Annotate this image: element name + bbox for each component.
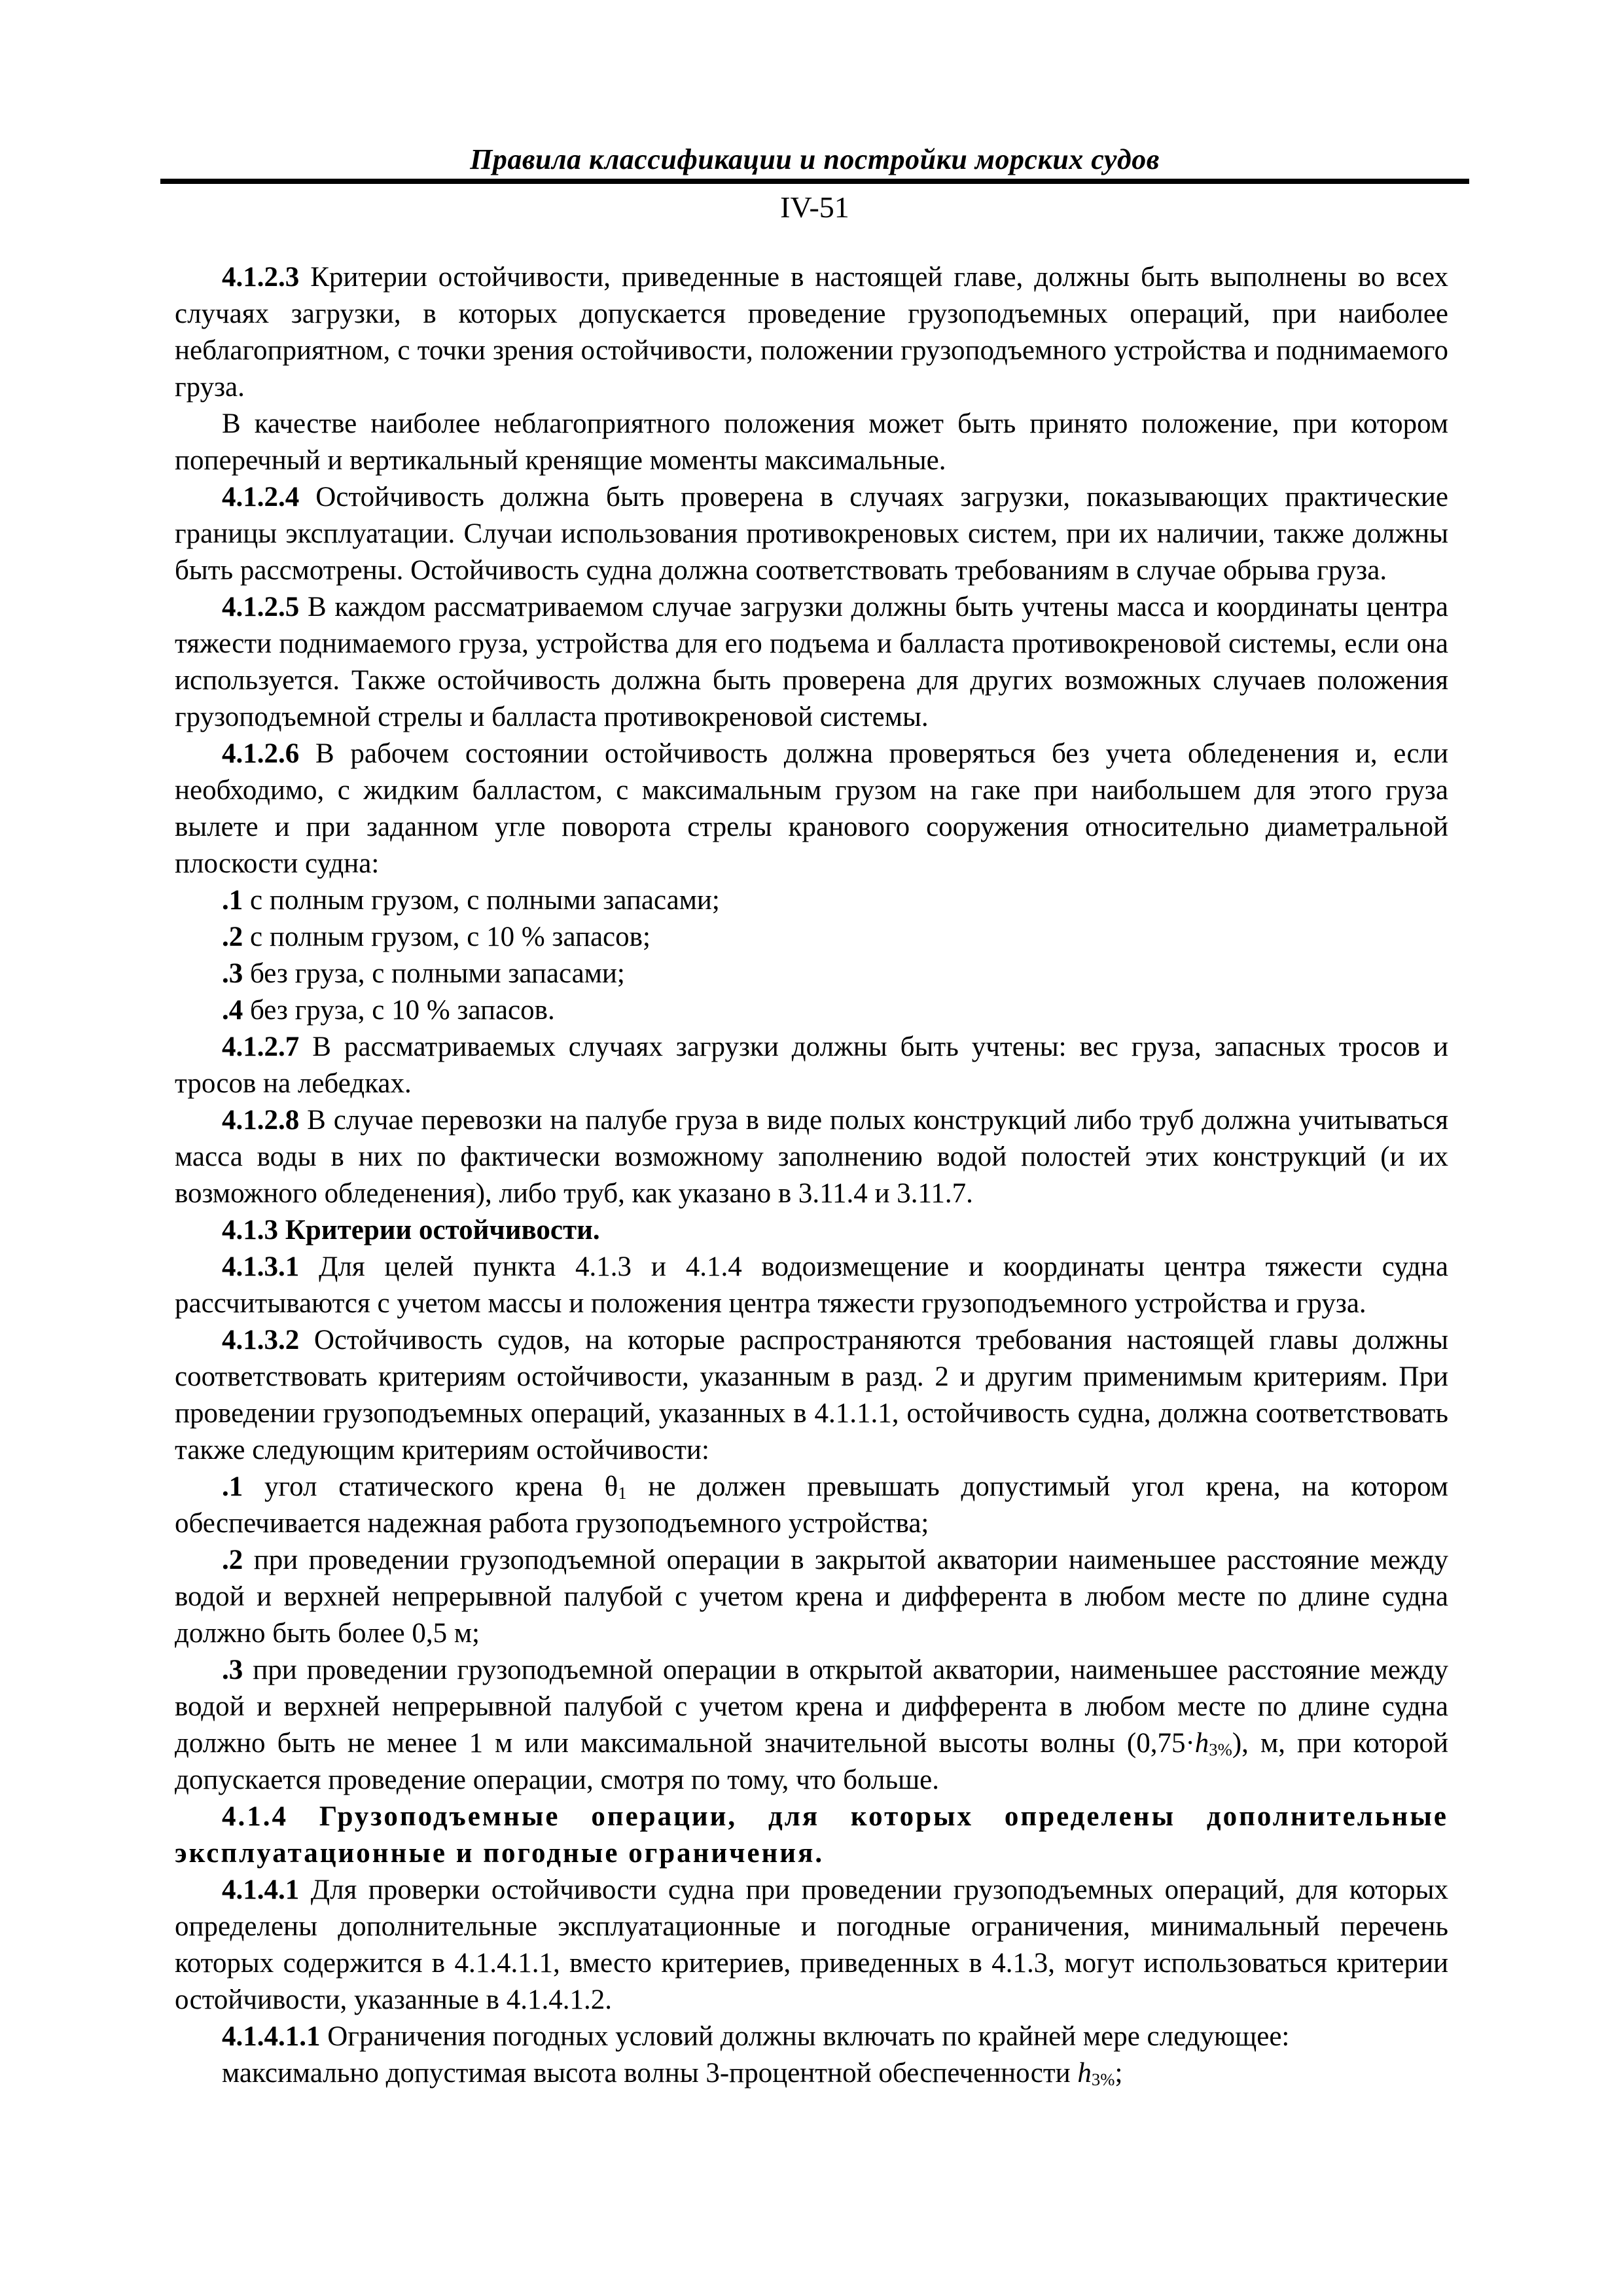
text-segment: 4.1.2.6 bbox=[222, 738, 315, 769]
page-header bbox=[160, 143, 1469, 224]
text-segment: 4.1.3 Критерии остойчивости. bbox=[222, 1215, 600, 1246]
text-segment: В рассматриваемых случаях загрузки должны быть учтены: вес груза, запасных тросов и тросов на лебедках. bbox=[175, 1031, 1448, 1099]
text-segment: 1 bbox=[618, 1482, 627, 1503]
document-body bbox=[175, 259, 1448, 2092]
text-segment: 3% bbox=[1209, 1739, 1232, 1759]
text-segment: Ограничения погодных условий должны включать по крайней мере следующее: bbox=[327, 2021, 1290, 2052]
text-segment: Для проверки остойчивости судна при проведении грузоподъемных операций, для которых определены дополнительные эксплуатационные и погодные ограничения, минимальный перечень которых содержится в 4.1.4.1.1, вместо критериев, приведенных в 4.1.3, могут использоваться критерии остойчивости, указанные в 4.1.4.1.2. bbox=[175, 1874, 1449, 2015]
running-head-title: Правила классификации и постройки морских судов bbox=[470, 143, 1160, 175]
text-segment: .3 bbox=[222, 958, 250, 989]
text-segment: при проведении грузоподъемной операции в закрытой акватории наименьшее расстояние между водой и верхней непрерывной палубой с учетом крена и дифферента в любом месте по длине судна должно быть более 0,5 м; bbox=[175, 1545, 1448, 1649]
para-4-1-2-8 bbox=[175, 1102, 1448, 1212]
text-segment: 3% bbox=[1091, 2069, 1115, 2089]
text-segment: h bbox=[1194, 1728, 1209, 1759]
text-segment: 4.1.2.3 bbox=[222, 262, 311, 293]
para-wave-height bbox=[175, 2055, 1448, 2092]
text-segment: В качестве наиболее неблагоприятного положения может быть принято положение, при котором поперечный и вертикальный кренящие моменты максимальные. bbox=[175, 408, 1448, 476]
text-segment: ; bbox=[1115, 2058, 1123, 2089]
para-worst-position bbox=[175, 406, 1448, 479]
para-4-1-4-1-1 bbox=[175, 2018, 1448, 2055]
para-4-1-4-1 bbox=[175, 1872, 1448, 2018]
heading-4-1-4 bbox=[175, 1799, 1448, 1872]
text-segment: 4.1.2.7 bbox=[222, 1031, 313, 1062]
text-segment: Для целей пункта 4.1.3 и 4.1.4 водоизмещение и координаты центра тяжести судна рассчитываются с учетом массы и положения центра тяжести грузоподъемного устройства и груза. bbox=[175, 1251, 1448, 1319]
text-segment: .4 bbox=[222, 995, 250, 1026]
text-segment: при проведении грузоподъемной операции в открытой акватории, наименьшее расстояние между водой и верхней непрерывной палубой с учетом крена и дифферента в любом месте по длине судна должно быть не менее 1 м или максимальной значительной высоты волны (0,75· bbox=[175, 1655, 1448, 1759]
para-4-1-2-4 bbox=[175, 479, 1448, 589]
text-segment: 4.1.2.5 bbox=[222, 592, 308, 622]
text-segment: .2 bbox=[222, 1545, 254, 1575]
criterion-item-3 bbox=[175, 1652, 1448, 1799]
criterion-item-1 bbox=[175, 1469, 1448, 1542]
text-segment: без груза, с 10 % запасов. bbox=[250, 995, 555, 1026]
text-segment: В случае перевозки на палубе груза в виде полых конструкций либо труб должна учитываться масса воды в них по фактически возможному заполнению водой полостей этих конструкций (и их возможного обледенения), либо труб, как указано в 3.11.4 и 3.11.7. bbox=[175, 1105, 1448, 1209]
text-segment: В рабочем состоянии остойчивость должна проверяться без учета обледенения и, если необходимо, с жидким балластом, с максимальным грузом на гаке при наибольшем для этого груза вылете и при заданном угле поворота стрелы кранового сооружения относительно диаметральной плоскости судна: bbox=[175, 738, 1449, 879]
text-segment: 4.1.3.1 bbox=[222, 1251, 319, 1282]
para-4-1-2-5 bbox=[175, 589, 1448, 736]
text-segment: Остойчивость должна быть проверена в случаях загрузки, показывающих практические границы эксплуатации. Случаи использования противокреновых систем, при их наличии, также должны быть рассмотрены. Остойчивость судна должна соответствовать требованиям в случае обрыва груза. bbox=[175, 482, 1448, 586]
text-segment: .3 bbox=[222, 1655, 253, 1685]
page-number: IV-51 bbox=[780, 190, 849, 224]
criterion-item-2 bbox=[175, 1542, 1448, 1652]
list-item-3 bbox=[175, 956, 1448, 992]
para-4-1-2-6 bbox=[175, 736, 1448, 882]
text-segment: h bbox=[1077, 2058, 1092, 2089]
list-item-1 bbox=[175, 882, 1448, 919]
list-item-2 bbox=[175, 919, 1448, 956]
text-segment: угол статического крена θ bbox=[264, 1471, 618, 1502]
list-item-4 bbox=[175, 992, 1448, 1029]
text-segment: не должен превышать допустимый угол крена, на котором обеспечивается надежная работа грузоподъемного устройства; bbox=[175, 1471, 1449, 1539]
para-4-1-3-2 bbox=[175, 1322, 1448, 1469]
text-segment: .2 bbox=[222, 922, 250, 952]
para-4-1-2-7 bbox=[175, 1029, 1448, 1102]
text-segment: В каждом рассматриваемом случае загрузки должны быть учтены масса и координаты центра тяжести поднимаемого груза, устройства для его подъема и балласта противокреновой системы, если она используется. Также остойчивость должна быть проверена для других возможных случаев положения грузоподъемной стрелы и балласта противокреновой системы. bbox=[175, 592, 1448, 732]
text-segment: 4.1.4 Грузоподъемные операции, для которых определены дополнительные эксплуатационные и погодные ограничения. bbox=[175, 1801, 1448, 1869]
text-segment: 4.1.4.1 bbox=[222, 1874, 311, 1905]
text-segment: ), м, при которой допускается проведение операции, смотря по тому, что больше. bbox=[175, 1728, 1449, 1795]
text-segment: Остойчивость судов, на которые распространяются требования настоящей главы должны соответствовать критериям остойчивости, указанным в разд. 2 и другим применимым критериям. При проведении грузоподъемных операций, указанных в 4.1.1.1, остойчивость судна, должна соответствовать также следующим критериям остойчивости: bbox=[175, 1325, 1449, 1465]
header-rule bbox=[160, 179, 1469, 184]
text-segment: .1 bbox=[222, 1471, 265, 1502]
text-segment: с полным грузом, с 10 % запасов; bbox=[250, 922, 651, 952]
text-segment: .1 bbox=[222, 885, 250, 916]
heading-4-1-3 bbox=[175, 1212, 1448, 1249]
text-segment: 4.1.4.1.1 bbox=[222, 2021, 328, 2052]
text-segment: максимально допустимая высота волны 3-процентной обеспеченности bbox=[222, 2058, 1078, 2089]
para-4-1-3-1 bbox=[175, 1249, 1448, 1322]
text-segment: 4.1.3.2 bbox=[222, 1325, 314, 1355]
text-segment: без груза, с полными запасами; bbox=[250, 958, 625, 989]
text-segment: Критерии остойчивости, приведенные в настоящей главе, должны быть выполнены во всех случаях загрузки, в которых допускается проведение грузоподъемных операций, при наиболее неблагоприятном, с точки зрения остойчивости, положении грузоподъемного устройства и поднимаемого груза. bbox=[175, 262, 1449, 403]
text-segment: с полным грузом, с полными запасами; bbox=[250, 885, 720, 916]
text-segment: 4.1.2.4 bbox=[222, 482, 316, 512]
para-4-1-2-3 bbox=[175, 259, 1448, 406]
text-segment: 4.1.2.8 bbox=[222, 1105, 308, 1136]
